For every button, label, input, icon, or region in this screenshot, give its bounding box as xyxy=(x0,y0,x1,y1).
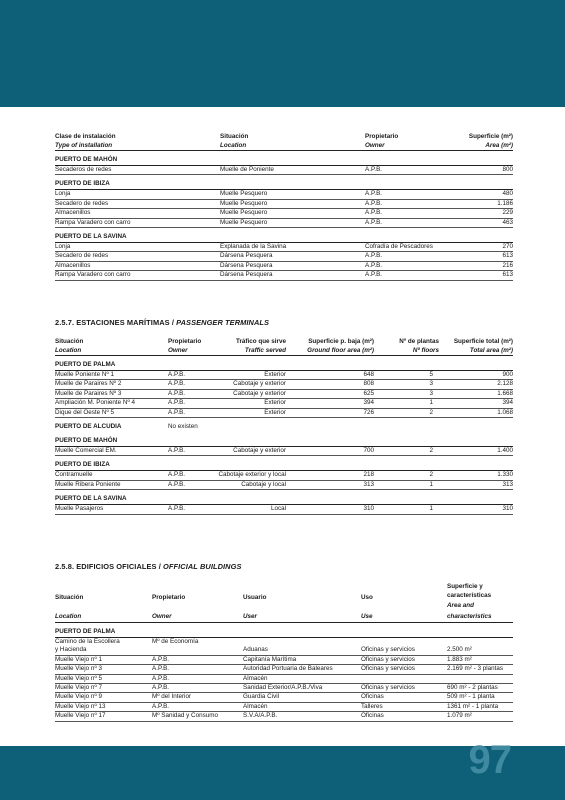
cell-floors: 2 xyxy=(429,408,433,416)
cell-chars: 509 m² - 1 planta xyxy=(447,693,495,701)
page-number: 97 xyxy=(468,738,511,782)
cell-total: 1.668 xyxy=(497,389,513,397)
cell-floors: 1 xyxy=(429,480,433,488)
cell-traffic: Cabotaje y exterior xyxy=(233,446,286,454)
cell-type: Lonja xyxy=(55,190,71,198)
header-ground: Superficie p. baja (m²) xyxy=(308,338,374,345)
table-row xyxy=(55,371,513,380)
table-row xyxy=(55,271,513,280)
header-area: Superficie (m²) xyxy=(468,133,513,140)
cell-area: 463 xyxy=(502,218,513,226)
cell-total: 1.400 xyxy=(497,446,513,454)
terminals-title: 2.5.7. ESTACIONES MARÍTIMAS / xyxy=(55,318,177,327)
cell-location: Muelle Viejo nº 17 xyxy=(55,712,106,720)
cell-ground: 625 xyxy=(363,389,374,397)
cell-location: Muelle Viejo nº 13 xyxy=(55,702,106,710)
table-row xyxy=(55,505,513,514)
cell-owner: A.P.B. xyxy=(168,505,186,513)
group-heading: PUERTO DE MAHÓN xyxy=(55,156,513,166)
table-row xyxy=(55,243,513,252)
table-row xyxy=(55,190,513,199)
table-row xyxy=(55,481,513,490)
group-heading: PUERTO DE LA SAVINA xyxy=(55,495,513,505)
cell-type: Almacenillos xyxy=(55,261,91,269)
group-heading: PUERTO DE PALMA xyxy=(55,361,513,371)
header-user-en: User xyxy=(243,613,258,620)
header-location: Situación xyxy=(55,594,84,601)
cell-type: Almacenillos xyxy=(55,209,91,217)
header-location-en: Location xyxy=(55,346,82,354)
table-row xyxy=(55,665,513,674)
cell-floors: 1 xyxy=(429,505,433,513)
group-heading xyxy=(55,423,513,432)
cell-user: Guardia Civil xyxy=(243,693,280,701)
cell-ground: 313 xyxy=(363,480,374,488)
cell-location: Muelle Ribera Poniente xyxy=(55,480,121,488)
cell-owner: A.P.B. xyxy=(365,166,383,173)
header-owner-en: Owner xyxy=(168,346,188,354)
cell-type: Lonja xyxy=(55,242,71,250)
header-floors: Nº de plantas xyxy=(399,338,439,345)
cell-owner: A.P.B. xyxy=(365,261,383,269)
table-row xyxy=(55,252,513,261)
cell-area: 613 xyxy=(502,252,513,260)
cell-use: Oficinas xyxy=(361,712,384,720)
cell-user: Aduanas xyxy=(243,646,268,654)
cell-floors: 3 xyxy=(429,389,433,397)
cell-area: 613 xyxy=(502,271,513,279)
top-color-band xyxy=(0,0,565,107)
terminals-header xyxy=(55,338,513,356)
cell-use: Oficinas y servicios xyxy=(361,646,415,654)
cell-chars: 1.079 m² xyxy=(447,712,472,720)
cell-owner: Mº de Economía xyxy=(152,638,199,645)
cell-traffic: Cabotaje exterior y local xyxy=(218,471,286,479)
cell-owner: Mº Sanidad y Consumo xyxy=(152,712,219,720)
cell-location: Muelle Viejo nº 5 xyxy=(55,674,102,682)
group-note: No existen xyxy=(168,422,198,430)
header-floors-en: Nº floors xyxy=(412,346,439,354)
cell-owner: A.P.B. xyxy=(168,380,186,388)
table-row xyxy=(55,447,513,456)
header-user: Usuario xyxy=(243,594,267,601)
cell-owner: A.P.B. xyxy=(168,371,186,378)
table-row xyxy=(55,638,513,656)
table-row xyxy=(55,656,513,665)
cell-total: 394 xyxy=(502,399,513,407)
cell-total: 1.068 xyxy=(497,408,513,416)
cell-area: 480 xyxy=(502,190,513,198)
group-heading: PUERTO DE LA SAVINA xyxy=(55,233,513,243)
cell-area: 270 xyxy=(502,242,513,250)
cell-owner: A.P.B. xyxy=(168,471,186,479)
table-row xyxy=(55,712,513,721)
table-row xyxy=(55,209,513,218)
cell-location: Muelle Pesquero xyxy=(220,190,268,198)
terminals-table xyxy=(55,338,513,515)
cell-location: Muelle de Paraires Nº 2 xyxy=(55,380,122,388)
cell-location: Muelle Pesquero xyxy=(220,199,268,207)
buildings-section-title xyxy=(55,562,242,571)
cell-ground: 700 xyxy=(363,446,374,454)
cell-location: Muelle Viejo nº 1 xyxy=(55,655,102,663)
terminals-title-en: PASSENGER TERMINALS xyxy=(176,318,270,327)
cell-location: Dique del Oeste Nº 5 xyxy=(55,408,115,416)
header-owner-en: Owner xyxy=(365,141,385,149)
table-row xyxy=(55,399,513,408)
group-name: PUERTO DE ALCUDIA xyxy=(55,422,122,430)
cell-location: Muelle Poniente Nº 1 xyxy=(55,371,115,378)
cell-location: Ampliación M. Poniente Nº 4 xyxy=(55,399,135,407)
cell-owner: A.P.B. xyxy=(168,399,186,407)
header-area-en: Area (m²) xyxy=(485,141,513,149)
cell-area: 229 xyxy=(502,209,513,217)
cell-floors: 1 xyxy=(429,399,433,407)
cell-area: 1.186 xyxy=(497,199,513,207)
table-row xyxy=(55,471,513,480)
cell-type: Rampa Varadero con carro xyxy=(55,271,131,279)
cell-owner: A.P.B. xyxy=(152,674,170,682)
cell-type: Secadero de redes xyxy=(55,199,109,207)
cell-total: 1.330 xyxy=(497,471,513,479)
cell-total: 2.128 xyxy=(497,380,513,388)
cell-location: Muelle Viejo nº 7 xyxy=(55,683,102,691)
cell-user: S.V.A/A.P.B. xyxy=(243,712,278,720)
cell-total: 310 xyxy=(502,505,513,513)
cell-traffic: Cabotaje y exterior xyxy=(233,389,286,397)
cell-type: Secadero de redes xyxy=(55,252,109,260)
group-heading: PUERTO DE PALMA xyxy=(55,628,513,638)
cell-location: Muelle Pesquero xyxy=(220,218,268,226)
cell-owner: A.P.B. xyxy=(168,408,186,416)
cell-traffic: Exterior xyxy=(264,399,286,407)
cell-location: Contramuelle xyxy=(55,471,93,479)
cell-chars: 2.169 m² - 3 plantas xyxy=(447,665,504,673)
terminals-section-title xyxy=(55,318,269,327)
header-type: Clase de instalación xyxy=(55,133,116,140)
cell-use: Talleres xyxy=(361,702,383,710)
buildings-title: 2.5.8. EDIFICIOS OFICIALES / xyxy=(55,562,164,571)
table-row xyxy=(55,409,513,418)
cell-user: Capitanía Marítima xyxy=(243,655,297,663)
cell-location: Muelle Viejo nº 3 xyxy=(55,665,102,673)
buildings-table xyxy=(55,583,513,722)
table-row xyxy=(55,380,513,389)
cell-owner: A.P.B. xyxy=(365,190,383,198)
cell-location: Dársena Pesquera xyxy=(220,252,273,260)
cell-chars: 1.883 m² xyxy=(447,655,472,663)
cell-use: Oficinas y servicios xyxy=(361,683,415,691)
cell-owner: Cofradía de Pescadores xyxy=(365,242,433,250)
header-traffic: Tráfico que sirve xyxy=(235,338,286,345)
group-heading: PUERTO DE MAHÓN xyxy=(55,437,513,447)
cell-total: 900 xyxy=(502,371,513,378)
cell-ground: 808 xyxy=(363,380,374,388)
header-owner: Propietario xyxy=(168,338,202,345)
cell-owner: A.P.B. xyxy=(365,252,383,260)
table-row xyxy=(55,675,513,684)
header-owner-en: Owner xyxy=(152,613,172,620)
cell-user: Sanidad Exterior/A.P.B./Viva xyxy=(243,683,323,691)
header-ground-en: Ground floor area (m²) xyxy=(307,346,374,354)
cell-area: 800 xyxy=(502,166,513,173)
group-heading: PUERTO DE IBIZA xyxy=(55,461,513,471)
cell-use: Oficinas xyxy=(361,693,384,701)
cell-floors: 2 xyxy=(429,471,433,479)
header-chars-2: características xyxy=(447,591,492,599)
cell-ground: 726 xyxy=(363,408,374,416)
header-owner: Propietario xyxy=(152,594,186,601)
cell-owner: A.P.B. xyxy=(168,446,186,454)
installations-header xyxy=(55,133,513,151)
cell-location: Muelle Pasajeros xyxy=(55,505,104,513)
header-location-en: Location xyxy=(220,141,247,149)
cell-location-2: y Hacienda xyxy=(55,646,87,654)
header-chars-1: Superficie y xyxy=(447,583,483,590)
cell-ground: 648 xyxy=(363,371,374,378)
header-chars-en-2: characteristics xyxy=(447,613,492,620)
cell-traffic: Exterior xyxy=(264,371,286,378)
header-chars-en-1: Area and xyxy=(447,602,474,609)
header-owner: Propietario xyxy=(365,133,399,140)
cell-owner: A.P.B. xyxy=(168,389,186,397)
cell-location: Explanada de la Savina xyxy=(220,242,287,250)
cell-chars: 2.500 m² xyxy=(447,646,472,654)
cell-floors: 2 xyxy=(429,446,433,454)
cell-owner: A.P.B. xyxy=(365,218,383,226)
cell-owner: A.P.B. xyxy=(168,480,186,488)
table-row xyxy=(55,703,513,712)
cell-location: Muelle Viejo nº 9 xyxy=(55,693,102,701)
cell-floors: 5 xyxy=(429,371,433,378)
cell-location: Muelle de Paraires Nº 3 xyxy=(55,389,122,397)
installations-table xyxy=(55,133,513,281)
header-traffic-en: Traffic served xyxy=(244,346,286,354)
header-location: Situación xyxy=(55,338,84,345)
header-use: Uso xyxy=(361,594,373,601)
cell-use: Oficinas y servicios xyxy=(361,665,415,673)
table-row xyxy=(55,200,513,209)
cell-traffic: Cabotaje y local xyxy=(241,480,286,488)
cell-owner: A.P.B. xyxy=(152,702,170,710)
cell-owner: A.P.B. xyxy=(152,665,170,673)
cell-location: Dársena Pesquera xyxy=(220,261,273,269)
cell-user: Almacén xyxy=(243,674,268,682)
cell-user: Almacén xyxy=(243,702,268,710)
header-location: Situación xyxy=(220,133,249,140)
buildings-header xyxy=(55,583,513,623)
header-total-en: Total area (m²) xyxy=(469,346,513,354)
cell-total: 313 xyxy=(502,480,513,488)
cell-location: Camino de la Escollera xyxy=(55,638,120,645)
cell-location: Muelle de Poniente xyxy=(220,166,274,173)
cell-traffic: Local xyxy=(270,505,286,513)
cell-user: Autoridad Portuaria de Baleares xyxy=(243,665,333,673)
cell-owner: A.P.B. xyxy=(365,199,383,207)
table-row xyxy=(55,390,513,399)
table-row xyxy=(55,684,513,693)
cell-owner: A.P.B. xyxy=(365,209,383,217)
cell-type: Rampa Varadero con carro xyxy=(55,218,131,226)
cell-area: 216 xyxy=(502,261,513,269)
cell-type: Secaderos de redes xyxy=(55,166,112,173)
cell-location: Dársena Pesquera xyxy=(220,271,273,279)
cell-chars: 690 m² - 2 plantas xyxy=(447,683,498,691)
table-row xyxy=(55,262,513,271)
table-row xyxy=(55,693,513,702)
header-total: Superficie total (m²) xyxy=(453,338,513,345)
cell-owner: A.P.B. xyxy=(365,271,383,279)
cell-owner: A.P.B. xyxy=(152,655,170,663)
cell-floors: 3 xyxy=(429,380,433,388)
table-row xyxy=(55,166,513,175)
cell-location: Muelle Pesquero xyxy=(220,209,268,217)
header-location-en: Location xyxy=(55,613,82,620)
group-heading: PUERTO DE IBIZA xyxy=(55,180,513,190)
cell-ground: 394 xyxy=(363,399,374,407)
cell-owner: Mº del Interior xyxy=(152,693,192,701)
header-use-en: Use xyxy=(361,613,373,620)
cell-owner: A.P.B. xyxy=(152,683,170,691)
cell-chars: 1361 m² - 1 planta xyxy=(447,702,499,710)
cell-traffic: Cabotaje y exterior xyxy=(233,380,286,388)
cell-use: Oficinas y servicios xyxy=(361,655,415,663)
cell-location: Muelle Comercial EM. xyxy=(55,446,117,454)
table-row xyxy=(55,219,513,228)
cell-ground: 310 xyxy=(363,505,374,513)
cell-traffic: Exterior xyxy=(264,408,286,416)
buildings-title-en: OFFICIAL BUILDINGS xyxy=(163,562,242,571)
header-type-en: Type of installation xyxy=(55,141,113,149)
cell-ground: 218 xyxy=(363,471,374,479)
